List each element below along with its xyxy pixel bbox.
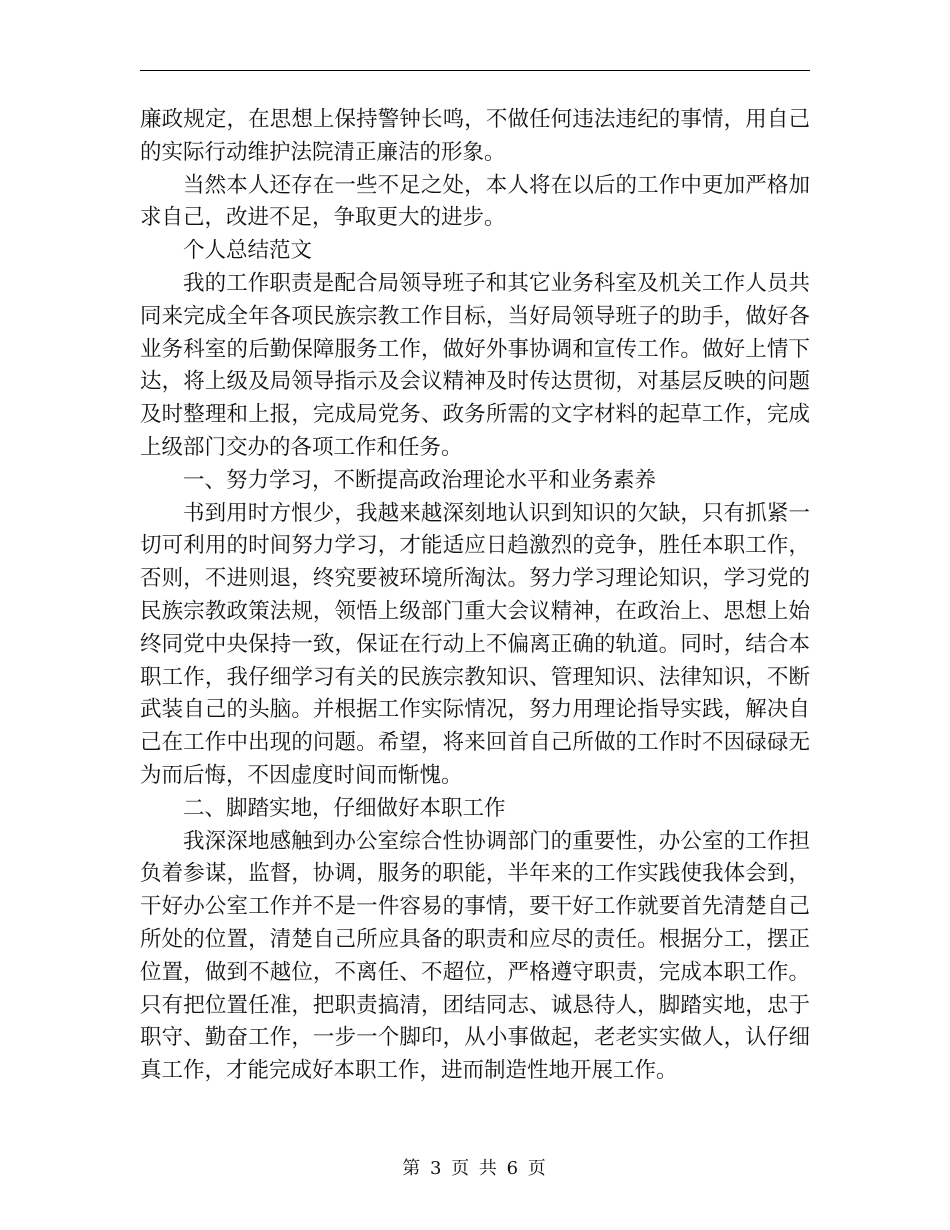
section-title: 个人总结范文 bbox=[183, 238, 313, 264]
header-rule bbox=[140, 70, 810, 71]
page-number-footer: 第 3 页 共 6 页 bbox=[402, 1158, 548, 1179]
paragraph: 当然本人还存在一些不足之处，本人将在以后的工作中更加严格加求自己，改进不足，争取更大的进步。 bbox=[140, 172, 810, 231]
paragraph: 我的工作职责是配合局领导班子和其它业务科室及机关工作人员共同来完成全年各项民族宗教工作目标，当好局领导班子的助手，做好各业务科室的后勤保障服务工作，做好外事协调和宣传工作。做好上情下达，将上级及局领导指示及会议精神及时传达贯彻，对基层反映的问题及时整理和上报，完成局党务、政务所需的文字材料的起草工作，完成上级部门交办的各项工作和任务。 bbox=[140, 270, 810, 460]
paragraph: 书到用时方恨少，我越来越深刻地认识到知识的欠缺，只有抓紧一切可利用的时间努力学习，才能适应日趋激烈的竞争，胜任本职工作，否则，不进则退，终究要被环境所淘汰。努力学习理论知识，学习党的民族宗教政策法规，领悟上级部门重大会议精神，在政治上、思想上始终同党中央保持一致，保证在行动上不偏离正确的轨道。同时，结合本职工作，我仔细学习有关的民族宗教知识、管理知识、法律知识，不断武装自己的头脑。并根据工作实际情况，努力用理论指导实践，解决自己在工作中出现的问题。希望，将来回首自己所做的工作时不因碌碌无为而后悔，不因虚度时间而惭愧。 bbox=[140, 500, 810, 788]
section-heading: 一、努力学习，不断提高政治理论水平和业务素养 bbox=[183, 467, 657, 493]
section-heading: 二、脚踏实地，仔细做好本职工作 bbox=[183, 795, 506, 821]
paragraph: 我深深地感触到办公室综合性协调部门的重要性，办公室的工作担负着参谋，监督，协调，服务的职能，半年来的工作实践使我体会到，干好办公室工作并不是一件容易的事情，要干好工作就要首先清楚自己所处的位置，清楚自己所应具备的职责和应尽的责任。根据分工，摆正位置，做到不越位，不离任、不超位，严格遵守职责，完成本职工作。只有把位置任准，把职责搞清，团结同志、诚恳待人，脚踏实地，忠于职守、勤奋工作，一步一个脚印，从小事做起，老老实实做人，认仔细真工作，才能完成好本职工作，进而制造性地开展工作。 bbox=[140, 828, 810, 1084]
paragraph: 廉政规定，在思想上保持警钟长鸣，不做任何违法违纪的事情，用自己的实际行动维护法院清正廉洁的形象。 bbox=[140, 107, 810, 165]
body-text bbox=[140, 104, 810, 1088]
